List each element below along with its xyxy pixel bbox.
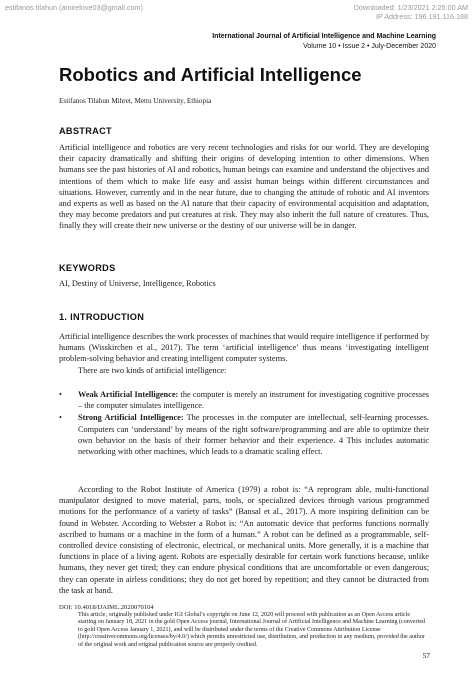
list-item-text: The processes in the computer are intellectual, self-learning processes. Computers can ‘understand’ by means of the right software/programming and are able to optimize their own behavior on the basis of their former behavior and their experience. 4 This includes automatic networking with other machines, which leads to a dramatic scaling effect. bbox=[78, 413, 429, 457]
journal-issue: Volume 10 • Issue 2 • July-December 2020 bbox=[303, 43, 436, 50]
list-item-text: the computer is merely an instrument for investigating cognitive processes – the computer simulates intelligence. bbox=[78, 390, 429, 411]
doi-text: DOI: 10.4018/IJAIML.2020070104 bbox=[59, 604, 154, 611]
abstract-text: Artificial intelligence and robotics are very recent technologies and risks for our world. They are developing their capacity dramatically and shifting their origins of developing intention to other dimensions. When humans see the past histories of AI and robotics, human beings can examine and understand the objectives and intentions of them which to make life easy and assist human beings within different circumstances and situations. However, currently and in the near future, due to changing the attitude of robotic and AI inventors and experts as well as based on the AI nature that their capacity of environmental acquisition and adaptation, they may become predators and put creatures at risk. They may also inherit the full nature of creatures. Thus, finally they will create their new universe or the destiny of our universe will be in danger. bbox=[59, 143, 429, 231]
paper-title: Robotics and Artificial Intelligence bbox=[59, 64, 362, 85]
list-item-term: Strong Artificial Intelligence: bbox=[78, 413, 184, 423]
download-ip-address: IP Address: 196.191.116.188 bbox=[375, 12, 468, 21]
download-info-watermark bbox=[354, 3, 468, 21]
list-item bbox=[59, 412, 429, 457]
download-user-watermark: estifanos tilahun (amirelove03@gmail.com) bbox=[5, 3, 143, 12]
list-item bbox=[59, 389, 429, 411]
keywords-heading: KEYWORDS bbox=[59, 263, 116, 273]
page-number: 57 bbox=[422, 651, 430, 660]
introduction-heading: 1. INTRODUCTION bbox=[59, 312, 145, 322]
article-footer bbox=[59, 604, 429, 650]
paper-authors: Estifanos Tilahun Mihret, Mettu University, Ethiopia bbox=[59, 97, 212, 105]
keywords-text: AI, Destiny of Universe, Intelligence, Robotics bbox=[59, 279, 216, 288]
list-item-term: Weak Artificial Intelligence: bbox=[78, 390, 179, 399]
journal-header bbox=[212, 32, 436, 52]
license-note: This article, originally published under IGI Global’s copyright on June 12, 2020 will proceed with publication as an Open Access article starting on January 18, 2021 in the gold Open Access journal, International Journal of Artificial Intelligence and Machine Learning (converted to gold Open Access January 1, 2021), and will be distributed under the terms of the Creative Commons Attribution License (http://creativecommons.org/licenses/by/4.0/) which permits unrestricted use, distribution, and production in any medium, provided the author of the original work and original publication source are properly credited. bbox=[78, 611, 426, 648]
ai-types-list bbox=[59, 389, 429, 458]
introduction-paragraph-1: Artificial intelligence describes the work processes of machines that would require intelligence if performed by humans (Wisskirchen et al., 2017). The term ‘artificial intelligence’ thus means ‘investigating intelligent problem-solving behavior and creating intelligent computer systems. bbox=[59, 332, 429, 364]
introduction-paragraph-2: There are two kinds of artificial intelligence: bbox=[78, 366, 227, 375]
bullet-icon: • bbox=[59, 390, 62, 399]
abstract-heading: ABSTRACT bbox=[59, 126, 112, 136]
download-timestamp: Downloaded: 1/23/2021 2:25:00 AM bbox=[353, 3, 468, 12]
journal-name: International Journal of Artificial Intelligence and Machine Learning bbox=[212, 33, 436, 40]
bullet-icon: • bbox=[59, 413, 62, 423]
introduction-paragraph-3: According to the Robot Institute of America (1979) a robot is: “A reprogram able, multi-functional manipulator designed to move material, parts, tools, or specialized devices through various programmed motions for the performance of a variety of tasks” (Bansal et al., 2017). A more inspiring definition can be found in Webster. According to Webster a Robot is: “An automatic device that performs functions normally ascribed to humans or a machine in the form of a human.” A robot can be defined as a programmable, self-controlled device consisting of electronic, electrical, or mechanical units. More generally, it is a machine that functions in place of a living agent. Robots are especially desirable for certain work functions because, unlike humans, they never get tired; they can endure physical conditions that are uncomfortable or even dangerous; they can operate in airless conditions; they do not get bored by repetition; and they cannot be distracted from the task at hand. bbox=[59, 485, 429, 595]
